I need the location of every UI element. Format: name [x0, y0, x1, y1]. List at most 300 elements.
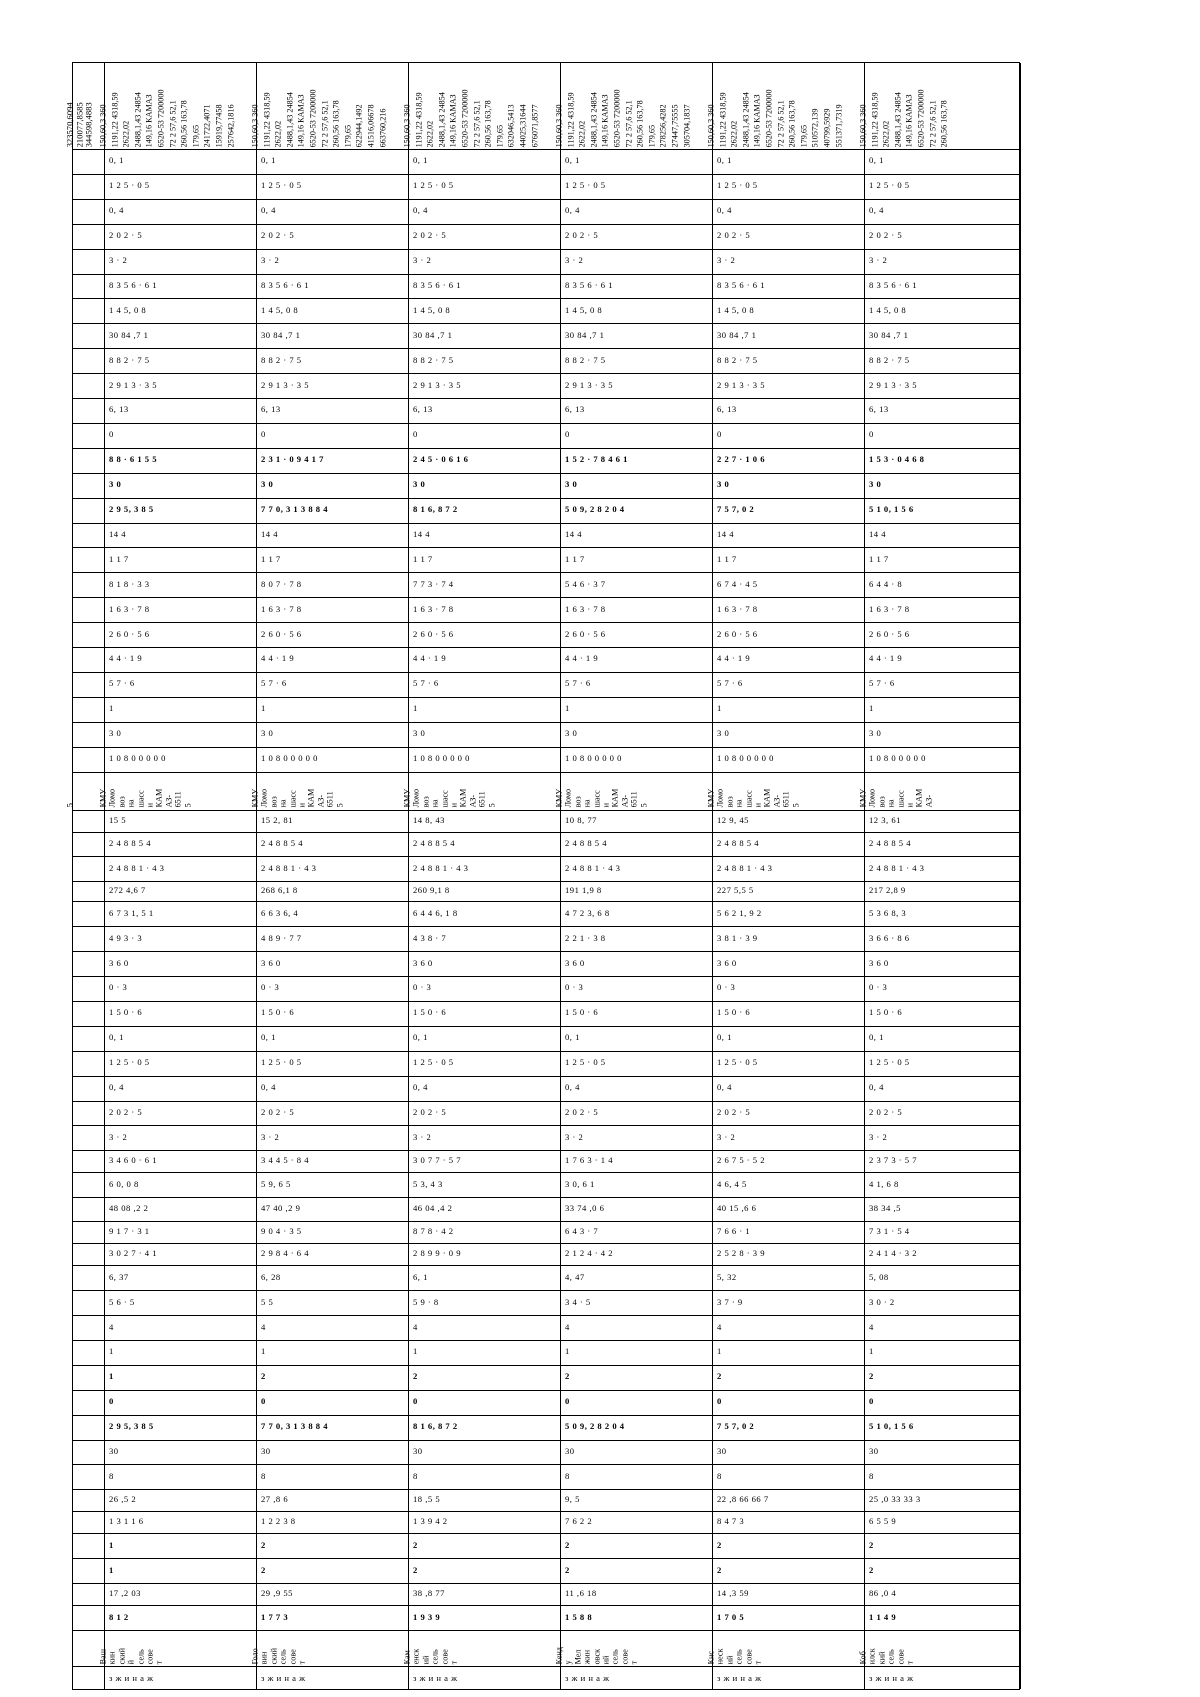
cell-text: 1 1 7 [869, 553, 889, 564]
cell-text: 9 1 7 · 3 1 [109, 1226, 150, 1237]
cell-text: 0, 4 [261, 1082, 276, 1093]
cell-text: 2 0 2 · 5 [869, 230, 903, 241]
cell-text: 0 [109, 1396, 114, 1407]
cell-text-line: 6511 [781, 791, 791, 808]
cell-text: 2 9 5, 3 8 5 [109, 1421, 154, 1432]
cell-text: 3 6 0 [565, 957, 585, 968]
cell-text-line: сель [430, 1648, 440, 1665]
cell-text: 5 7 · 6 [109, 678, 135, 689]
cell-text-line: КМУ [706, 789, 716, 808]
cell-text: 14 4 [717, 528, 735, 539]
cell-text-line: воз [877, 796, 887, 808]
cell-text: 3 · 2 [413, 255, 432, 266]
cell-text-line: ский [269, 1647, 279, 1665]
cell-text: 1 0 8 0 0 0 0 0 [261, 753, 318, 764]
cell-text: 1 [413, 1346, 418, 1357]
cell-text: 5 7 · 6 [413, 678, 439, 689]
header-value: 257642,1816 [226, 104, 236, 147]
cell-text: 4 [869, 1321, 874, 1332]
cell-text: 8 8 2 · 7 5 [261, 354, 302, 365]
cell-text: 2 4 8 8 1 · 4 3 [565, 862, 621, 873]
cell-text: 4, 47 [565, 1271, 585, 1282]
cell-text: 0 [261, 429, 266, 440]
row-divider [73, 323, 1019, 324]
cell-text: 3 · 2 [261, 1131, 280, 1142]
header-value: 72 2 57,6 52,1 [168, 99, 178, 147]
row-divider [73, 423, 1019, 424]
row-divider [73, 448, 1019, 449]
header-value: 44025,31644 [518, 104, 528, 147]
cell-text-line: АЗ- [316, 795, 326, 808]
cell-text: 3 0 [869, 479, 882, 490]
cell-text: 1 2 5 · 0 5 [109, 180, 150, 191]
cell-text: 4 [565, 1321, 570, 1332]
row-divider [73, 832, 1019, 833]
cell-text: 2 [413, 1539, 418, 1550]
cell-text: 3 4 6 0 · 6 1 [109, 1155, 158, 1166]
cell-text-line: воз [573, 796, 583, 808]
cell-text: 0 · 3 [717, 982, 736, 993]
cell-text: 8 8 2 · 7 5 [565, 354, 606, 365]
cell-text: 30 [261, 1446, 271, 1457]
cell-text: 1 7 7 3 [261, 1611, 289, 1622]
cell-text: 3 0 [565, 728, 578, 739]
cell-text: 3 0 [109, 479, 122, 490]
cell-text: 4 8 9 · 7 7 [261, 932, 302, 943]
cell-text: 6 4 4 · 8 [869, 578, 903, 589]
cell-text: 30 [413, 1446, 423, 1457]
cell-text: 3 0 [869, 728, 882, 739]
cell-text: 0, 4 [717, 205, 732, 216]
cell-text: 2 4 5 · 0 6 1 6 [413, 454, 469, 465]
cell-text-line: КМУ [250, 789, 260, 808]
cell-text: 2 [261, 1564, 266, 1575]
cell-text-line: и [601, 803, 611, 808]
cell-text: 8 [717, 1470, 722, 1481]
cell-text-line: шасс [592, 790, 602, 808]
header-value: 6520-53 7200000 [308, 89, 318, 147]
cell-text: 8 1 6, 8 7 2 [413, 1421, 458, 1432]
cell-text: 4 4 · 1 9 [261, 653, 295, 664]
cell-text: 2 0 2 · 5 [717, 1107, 751, 1117]
cell-text-line: АЗ- [620, 795, 630, 808]
cell-text: 3 6 0 [869, 957, 889, 968]
cell-text: 1 4 5, 0 8 [261, 304, 299, 315]
cell-text: 2 9 1 3 · 3 5 [565, 379, 614, 390]
row-divider [73, 1076, 1019, 1077]
cell-text: 2 [869, 1564, 874, 1575]
cell-text: 1 6 3 · 7 8 [109, 603, 150, 614]
cell-text-line: 6511 [173, 791, 183, 808]
cell-text: 0 [413, 1396, 418, 1407]
cell-text: 1 1 7 [717, 553, 737, 564]
cell-text-line: на [430, 799, 440, 808]
row-divider [73, 747, 1019, 748]
row-divider [73, 951, 1019, 952]
header-value: 150,60,3 360 [402, 104, 412, 147]
cell-text: 2 0 2 · 5 [109, 230, 143, 241]
cell-text: 1 [261, 1346, 266, 1357]
cell-text: 38 ,8 77 [413, 1588, 445, 1599]
cell-text-line: АЗ- [468, 795, 478, 808]
row-divider [73, 1489, 1019, 1490]
row-divider [73, 1464, 1019, 1465]
cell-text: 30 84 ,7 1 [109, 329, 149, 340]
header-value: 260,56 163,78 [635, 99, 645, 147]
cell-text-line: 5 [791, 803, 801, 808]
cell-text: 4 4 · 1 9 [413, 653, 447, 664]
cell-text: 3 0 2 7 · 4 1 [109, 1248, 158, 1259]
cell-text: 3 6 0 [261, 957, 281, 968]
header-value: 149,16 КАМАЗ [600, 93, 610, 147]
cell-text-line: 5 [335, 803, 345, 808]
cell-text: 3 · 2 [869, 1131, 888, 1142]
cell-text-line: сель [610, 1648, 620, 1665]
cell-text: 1 2 5 · 0 5 [717, 180, 758, 191]
cell-text: 1 2 5 · 0 5 [261, 180, 302, 191]
row-divider [73, 1558, 1019, 1559]
cell-text: 3 0 [413, 479, 426, 490]
cell-text: 5 6 · 5 [109, 1296, 135, 1307]
cell-text: 1 6 3 · 7 8 [565, 603, 606, 614]
header-value: 150,60,3 360 [706, 104, 716, 147]
cell-text: 3 0 7 7 · 5 7 [413, 1155, 462, 1166]
cell-text: 2 9 1 3 · 3 5 [869, 379, 918, 390]
row-divider [73, 1101, 1019, 1102]
cell-text: 2 6 0 · 5 6 [565, 628, 606, 639]
header-value: 149,16 КАМАЗ [144, 93, 154, 147]
cell-text: 8 1 2 [109, 1611, 129, 1622]
cell-text: 5 7 · 6 [869, 678, 895, 689]
cell-text-line: Ломо [259, 788, 269, 808]
header-value: 6520-53 7200000 [612, 89, 622, 147]
cell-text-line: 6511 [629, 791, 639, 808]
cell-text: 4 [717, 1321, 722, 1332]
cell-text: 8 [413, 1470, 418, 1481]
cell-text: 0, 1 [869, 1032, 884, 1043]
header-value: 149,16 КАМАЗ [296, 93, 306, 147]
cell-text: 3 6 6 · 8 6 [869, 932, 910, 943]
cell-text: 1 0 8 0 0 0 0 0 [413, 753, 470, 764]
header-value: 2488,1,43 24854 [741, 91, 751, 147]
cell-text-line: й [126, 1659, 136, 1665]
cell-text: 1 5 0 · 6 [565, 1007, 599, 1018]
cell-text-line: и [297, 803, 307, 808]
header-value: 179,65 [495, 124, 505, 147]
cell-text-line: и [905, 803, 915, 808]
cell-text: 1 6 3 · 7 8 [261, 603, 302, 614]
cell-text: 1 [717, 1346, 722, 1357]
row-divider [73, 976, 1019, 977]
cell-text-line: ский [117, 1647, 127, 1665]
row-divider [73, 298, 1019, 299]
cell-text-line: и [145, 803, 155, 808]
cell-text: 4 3 8 · 7 [413, 932, 447, 943]
cell-text: 1 5 3 · 0 4 6 8 [869, 454, 925, 465]
cell-text: 1 3 1 1 6 [109, 1516, 144, 1527]
cell-text: 0, 4 [869, 1082, 884, 1093]
cell-text: 30 [565, 1446, 575, 1457]
cell-text: 0 · 3 [109, 982, 128, 993]
row-divider [73, 1001, 1019, 1002]
header-value: 150,60,3 360 [98, 104, 108, 147]
cell-text-line: КАМ [154, 788, 164, 808]
cell-text: 2 9 1 3 · 3 5 [261, 379, 310, 390]
cell-text-line: сель [734, 1648, 744, 1665]
cell-text: 227 5,5 5 [717, 885, 754, 896]
cell-text: 191 1,9 8 [565, 885, 602, 896]
cell-text: 14 4 [109, 528, 127, 539]
header-value: 40799,5929 [822, 108, 832, 147]
cell-text: 1 2 5 · 0 5 [565, 180, 606, 191]
cell-text: 46 04 ,4 2 [413, 1203, 453, 1214]
cell-text: 2 0 2 · 5 [717, 230, 751, 241]
cell-text: 25 ,0 33 33 3 [869, 1494, 921, 1505]
header-value: 6520-53 7200000 [156, 89, 166, 147]
cell-text: 0 [869, 429, 874, 440]
cell-text: 0, 1 [261, 155, 276, 166]
cell-text: 30 84 ,7 1 [565, 329, 605, 340]
cell-text: 8 [109, 1470, 114, 1481]
cell-text: 12 9, 45 [717, 814, 749, 825]
cell-text: 1 5 0 · 6 [869, 1007, 903, 1018]
cell-text: 2 4 8 8 1 · 4 3 [261, 862, 317, 873]
cell-text-line: Ваш [98, 1648, 108, 1665]
cell-text: 3 · 2 [717, 255, 736, 266]
cell-text: 3 6 0 [109, 957, 129, 968]
cell-text: 1 0 8 0 0 0 0 0 [869, 753, 926, 764]
row-divider [73, 672, 1019, 673]
cell-text: 2 4 8 8 1 · 4 3 [717, 862, 773, 873]
row-divider [73, 1265, 1019, 1266]
cell-text: 5 [64, 803, 75, 808]
cell-text: 2 9 8 4 · 6 4 [261, 1248, 310, 1259]
cell-text-line: КМУ [402, 789, 412, 808]
cell-text: 18 ,5 5 [413, 1494, 441, 1505]
row-divider [73, 772, 1019, 773]
cell-text: 8 8 2 · 7 5 [869, 354, 910, 365]
cell-text: 33 74 ,0 6 [565, 1203, 605, 1214]
cell-text: 2 [717, 1371, 722, 1382]
cell-text: 6, 13 [565, 404, 585, 415]
cell-text: 4 4 · 1 9 [565, 653, 599, 664]
cell-text: 2 [565, 1371, 570, 1382]
cell-text: 4 9 3 · 3 [109, 932, 143, 943]
cell-text: 14 4 [413, 528, 431, 539]
cell-text: 2 4 8 8 5 4 [413, 837, 456, 848]
cell-text: 4 4 · 1 9 [869, 653, 903, 664]
header-value: 179,65 [343, 124, 353, 147]
cell-text: 2 [717, 1564, 722, 1575]
header-value: 241722,4071 [202, 104, 212, 147]
row-divider [73, 1630, 1019, 1631]
cell-text-line: КАМ [914, 788, 924, 808]
row-divider [73, 1533, 1019, 1534]
cell-text: 268 6,1 8 [261, 885, 298, 896]
cell-text: 2 [565, 1539, 570, 1550]
cell-text-line: Кам [402, 1649, 412, 1665]
cell-text-line: жин [582, 1649, 592, 1665]
header-value: 27447,75555 [670, 104, 680, 147]
cell-text: 14 4 [565, 528, 583, 539]
row-divider [73, 1197, 1019, 1198]
cell-text: 6 4 3 · 7 [565, 1226, 599, 1237]
cell-text-line: Ломо [715, 788, 725, 808]
cell-text: 1 [261, 703, 266, 714]
cell-text: 14 8, 43 [413, 814, 445, 825]
cell-text: 5, 32 [717, 1271, 737, 1282]
cell-text: 2 6 0 · 5 6 [261, 628, 302, 639]
cell-text: 2 [261, 1539, 266, 1550]
cell-text: 1 [869, 703, 874, 714]
cell-text: 15 2, 81 [261, 814, 293, 825]
cell-text: 0 [261, 1396, 266, 1407]
cell-text: 2 2 1 · 3 8 [565, 932, 606, 943]
cell-text: 27 ,8 6 [261, 1494, 289, 1505]
cell-text: 5 0 9, 2 8 2 0 4 [565, 1421, 625, 1432]
header-value: 2488,1,43 24854 [437, 91, 447, 147]
cell-text: 15 5 [109, 814, 127, 825]
cell-text: 1 2 5 · 0 5 [413, 180, 454, 191]
cell-text: 0 [717, 429, 722, 440]
cell-text: 5 7 · 6 [565, 678, 591, 689]
cell-text: 0 [109, 429, 114, 440]
cell-text-line: воз [421, 796, 431, 808]
row-divider [73, 373, 1019, 374]
row-divider [73, 498, 1019, 499]
cell-text-line: кий [877, 1651, 887, 1665]
cell-text: 2 8 9 9 · 0 9 [413, 1248, 462, 1259]
cell-text: 2 4 8 8 1 · 4 3 [109, 862, 165, 873]
header-value: 149,16 КАМАЗ [752, 93, 762, 147]
cell-text: 4 [413, 1321, 418, 1332]
cell-text: 0, 4 [109, 205, 124, 216]
cell-text: 0, 4 [717, 1082, 732, 1093]
header-value: 2488,1,43 24854 [893, 91, 903, 147]
cell-text-line: и [449, 803, 459, 808]
cell-text: 1 2 5 · 0 5 [261, 1057, 302, 1068]
cell-text: 7 7 0, 3 1 3 8 8 4 [261, 504, 329, 515]
cell-text: 5 5 [261, 1296, 274, 1307]
cell-text: 47 40 ,2 9 [261, 1203, 301, 1214]
row-divider [73, 1390, 1019, 1391]
row-divider [73, 1583, 1019, 1584]
cell-text: 8 1 6, 8 7 2 [413, 504, 458, 515]
row-divider [73, 722, 1019, 723]
cell-text-line: на [734, 799, 744, 808]
cell-text: 0 · 3 [565, 982, 584, 993]
cell-text: 2 0 2 · 5 [565, 1107, 599, 1117]
row-divider [73, 810, 1019, 811]
cell-text-line: т [297, 1660, 307, 1665]
cell-text-line: КМУ [98, 789, 108, 808]
cell-text: 217 2,8 9 [869, 885, 906, 896]
cell-text-line: 6511 [477, 791, 487, 808]
cell-text: 2 6 7 5 · 5 2 [717, 1155, 766, 1166]
row-divider [73, 1243, 1019, 1244]
cell-text: 1 [717, 703, 722, 714]
header-value: 1191,22 4318,59 [110, 92, 120, 147]
row-divider [73, 174, 1019, 175]
cell-text-line: на [278, 799, 288, 808]
cell-text: 2 0 2 · 5 [413, 1107, 447, 1117]
cell-text-line: сове [440, 1648, 450, 1665]
cell-text-line: Ломо [107, 788, 117, 808]
cell-text-line: 5 [183, 803, 193, 808]
cell-text: 7 5 7, 0 2 [717, 1421, 755, 1432]
row-divider [73, 1125, 1019, 1126]
cell-text: 7 5 7, 0 2 [717, 504, 755, 515]
cell-text-line: сове [145, 1648, 155, 1665]
cell-text-line: сель [136, 1648, 146, 1665]
cell-text: 6, 13 [869, 404, 889, 415]
cell-text: 2 0 2 · 5 [109, 1107, 143, 1117]
header-value: 150,60,3 360 [250, 104, 260, 147]
header-value: 150,60,3 360 [554, 104, 564, 147]
header-value: 260,56 163,78 [483, 99, 493, 147]
cell-text: з ж и н а ж [869, 1672, 914, 1683]
cell-text: 3 4 · 5 [565, 1296, 591, 1307]
cell-text: 1 4 5, 0 8 [717, 304, 755, 315]
cell-text: 8 3 5 6 · 6 1 [109, 279, 158, 290]
cell-text: 1 0 8 0 0 0 0 0 [717, 753, 774, 764]
cell-text: 5 4 6 · 3 7 [565, 578, 606, 589]
cell-text: 5 3 6 8, 3 [869, 907, 907, 918]
cell-text: 6 4 4 6, 1 8 [413, 907, 458, 918]
cell-text: 2 1 2 4 · 4 2 [565, 1248, 614, 1259]
cell-text: 30 84 ,7 1 [869, 329, 909, 340]
row-divider [73, 547, 1019, 548]
header-value: 6520-53 7200000 [460, 89, 470, 147]
row-divider [73, 1605, 1019, 1606]
cell-text: 0, 1 [413, 1032, 428, 1043]
rotated-data-table [64, 62, 1020, 1690]
cell-text: 8 8 2 · 7 5 [109, 354, 150, 365]
row-divider [73, 572, 1019, 573]
cell-text: 2 [413, 1371, 418, 1382]
cell-text: 4 7 2 3, 6 8 [565, 907, 610, 918]
cell-text: 0, 1 [261, 1032, 276, 1043]
header-value: 2622,02 [121, 120, 131, 147]
cell-text: 38 34 ,5 [869, 1203, 901, 1214]
cell-text: 5, 08 [869, 1271, 889, 1282]
cell-text: 3 0 [261, 479, 274, 490]
cell-text: 5 7 · 6 [261, 678, 287, 689]
cell-text-line: на [582, 799, 592, 808]
cell-text: 1 [413, 703, 418, 714]
cell-text: 1 4 5, 0 8 [565, 304, 603, 315]
cell-text: 2 6 0 · 5 6 [717, 628, 758, 639]
cell-text: 1 2 2 3 8 [261, 1516, 296, 1527]
header-value: 323570,6094 [64, 101, 75, 147]
cell-text: 29 ,9 55 [261, 1588, 293, 1599]
cell-text: 8 1 8 · 3 3 [109, 578, 150, 589]
cell-text: 1 3 9 4 2 [413, 1516, 448, 1527]
cell-text: 0, 4 [109, 1082, 124, 1093]
cell-text: 0 [717, 1396, 722, 1407]
header-value: 510572,139 [810, 108, 820, 147]
cell-text: 3 · 2 [413, 1131, 432, 1142]
header-value: 1191,22 4318,59 [414, 92, 424, 147]
row-divider [73, 622, 1019, 623]
cell-text: 5 9 · 8 [413, 1296, 439, 1307]
cell-text: 6 6 3 6, 4 [261, 907, 299, 918]
cell-text: 3 0 [717, 479, 730, 490]
cell-text: 0 [869, 1396, 874, 1407]
header-value: 632046,5413 [506, 104, 516, 147]
cell-text: 272 4,6 7 [109, 885, 146, 896]
cell-text: 0, 4 [869, 205, 884, 216]
